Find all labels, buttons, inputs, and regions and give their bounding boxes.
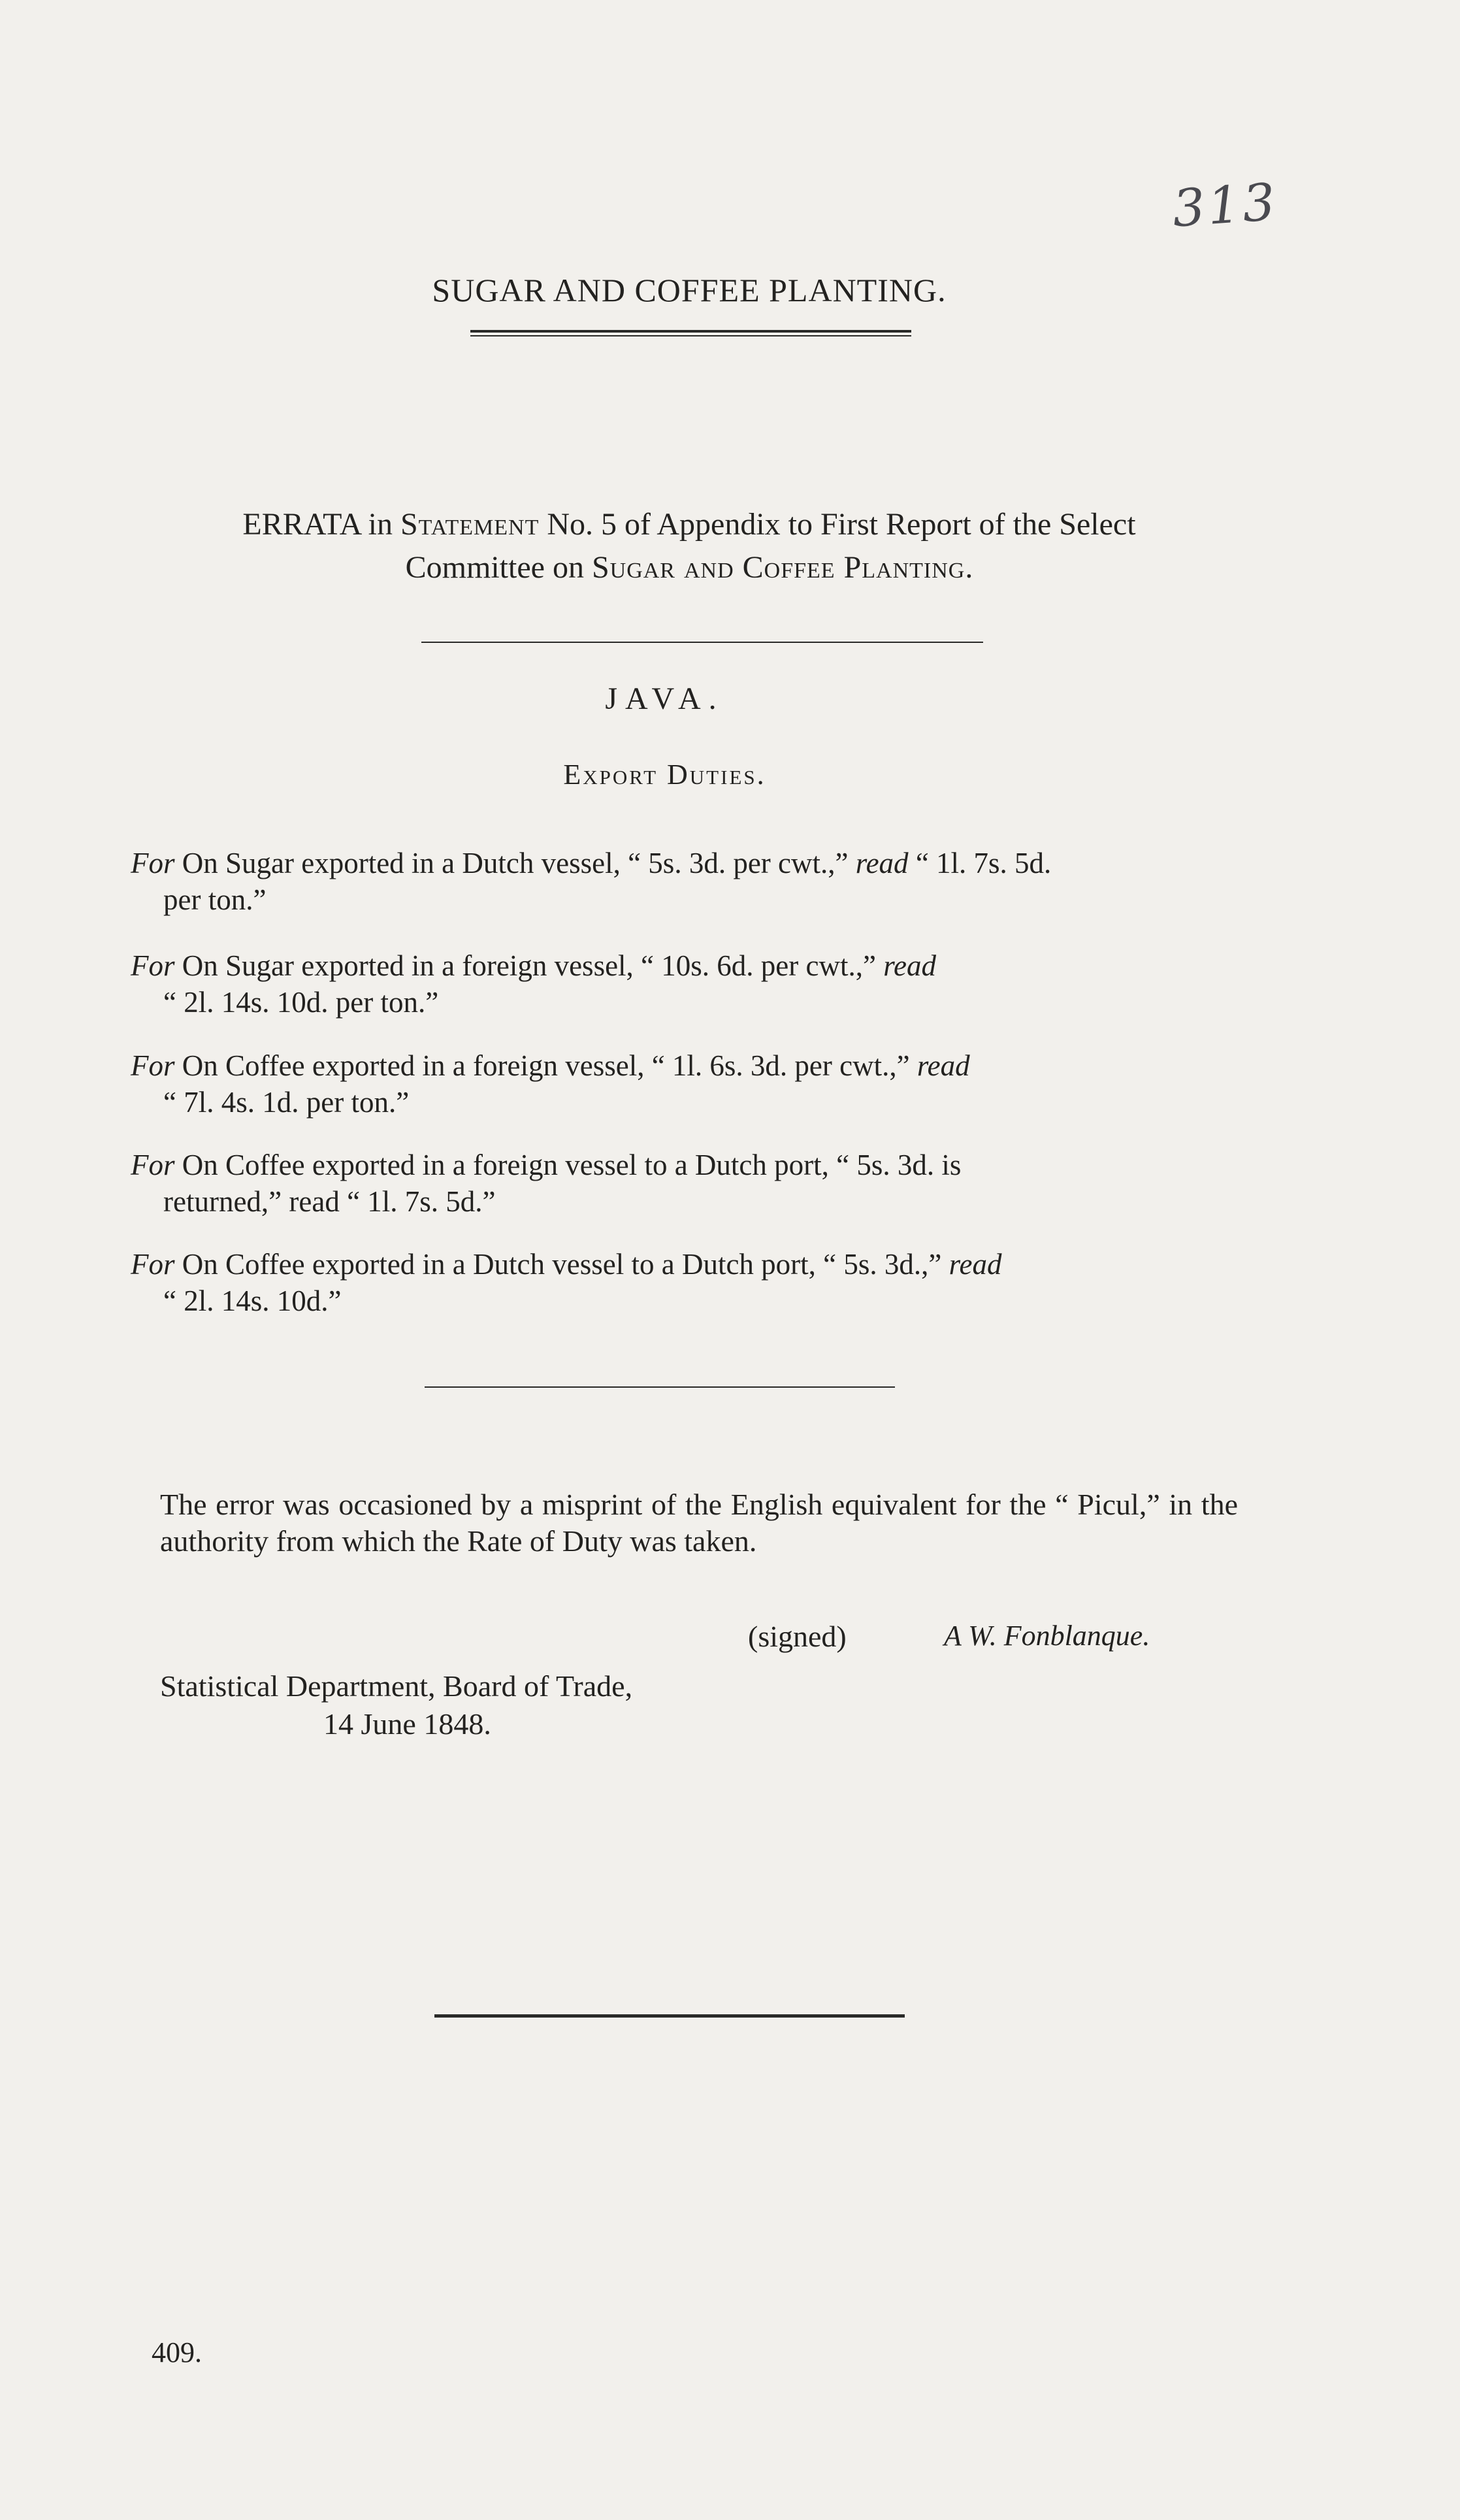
heading-rule-thin [470,335,911,336]
closing-rule [434,2014,905,2018]
section-title: JAVA. [605,681,724,716]
department-line: Statistical Department, Board of Trade, [160,1669,633,1703]
errata-entry [131,1047,1241,1121]
entry-for: For [131,949,175,982]
entry-read: read [917,1049,970,1082]
entry-continuation: returned,” read “ 1l. 7s. 5d.” [163,1185,496,1218]
errata-line2-a: Committee on [405,550,592,585]
entry-text: On Coffee exported in a foreign vessel to a Dutch port, “ 5s. 3d. is [182,1149,962,1181]
entry-for: For [131,1149,175,1181]
errata-entry [131,1246,1241,1319]
entry-for: For [131,1049,175,1082]
errata-entry [131,1147,1241,1220]
errata-rule [421,642,983,643]
entry-read: read [883,949,937,982]
entry-read: read [855,847,909,879]
signed-label: (signed) [748,1620,847,1653]
page-number: 409. [152,2336,202,2368]
errata-line2-b: Sugar and Coffee Planting [591,550,965,585]
entries-rule [425,1386,895,1388]
entry-text: On Coffee exported in a Dutch vessel to a Dutch port, “ 5s. 3d.,” [182,1248,942,1281]
heading-rule-thick [470,330,911,333]
entry-continuation: “ 2l. 14s. 10d.” [163,1285,342,1317]
handwritten-folio-number: 313 [1171,172,1280,239]
entry-continuation: “ 2l. 14s. 10d. per ton.” [163,986,439,1019]
entry-for: For [131,847,175,879]
entry-text: On Sugar exported in a foreign vessel, “ 10s. 6d. per cwt.,” [182,949,876,982]
entry-value: “ 1l. 7s. 5d. [915,847,1052,879]
signatory-name: A W. Fonblanque. [944,1620,1150,1652]
errata-line1-a: ERRATA in [242,507,400,542]
entry-text: On Sugar exported in a Dutch vessel, “ 5s. 3d. per cwt.,” [182,847,849,879]
errata-line2-c: . [965,550,973,585]
section-subtitle: Export Duties. [563,759,766,791]
explanation-paragraph: The error was occasioned by a misprint of the English equivalent for the “ Picul,” in the authority from which the Rate of Duty was taken. [160,1488,1238,1558]
date-line: 14 June 1848. [323,1707,491,1741]
errata-line1-b: Statement [400,507,540,542]
entry-continuation: per ton.” [163,883,267,916]
entry-for: For [131,1248,175,1281]
errata-entry [131,947,1241,1021]
entry-text: On Coffee exported in a foreign vessel, “ 1l. 6s. 3d. per cwt.,” [182,1049,910,1082]
errata-line1-c: No. 5 of Appendix to First Report of the Select [539,507,1136,542]
errata-entry [131,845,1241,918]
errata-title [150,503,1228,589]
entry-continuation: “ 7l. 4s. 1d. per ton.” [163,1086,410,1119]
entry-read: read [949,1248,1002,1281]
document-heading: SUGAR AND COFFEE PLANTING. [432,272,947,308]
